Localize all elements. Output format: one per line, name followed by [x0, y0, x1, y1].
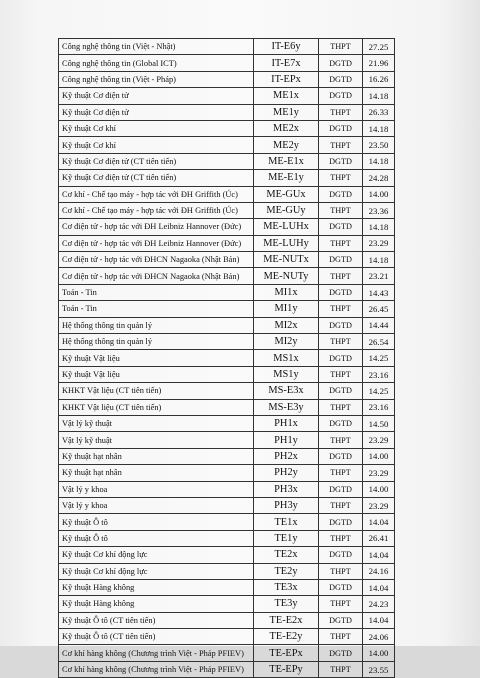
score-cell: 24.16 — [363, 564, 395, 579]
program-name-cell: Toán - Tin — [59, 285, 254, 300]
program-code-cell: MI1x — [254, 285, 319, 300]
program-code-cell: MI2x — [254, 318, 319, 333]
table-row — [59, 531, 395, 547]
program-name-cell: Kỹ thuật hạt nhân — [59, 449, 254, 464]
method-cell: DGTD — [319, 645, 363, 660]
table-row — [59, 252, 395, 268]
program-name-cell: Công nghệ thông tin (Global ICT) — [59, 55, 254, 70]
method-cell: THPT — [319, 465, 363, 480]
method-cell: DGTD — [319, 580, 363, 595]
table-row — [59, 72, 395, 88]
table-row — [59, 170, 395, 186]
table-row — [59, 350, 395, 366]
score-cell: 14.18 — [363, 88, 395, 103]
table-row — [59, 580, 395, 596]
table-row — [59, 629, 395, 645]
score-cell: 24.06 — [363, 629, 395, 644]
method-cell: DGTD — [319, 55, 363, 70]
method-cell: DGTD — [319, 318, 363, 333]
program-name-cell: Vật lý y khoa — [59, 498, 254, 513]
method-cell: THPT — [319, 334, 363, 349]
program-name-cell: Hệ thống thông tin quản lý — [59, 318, 254, 333]
table-row — [59, 334, 395, 350]
table-row — [59, 613, 395, 629]
table-row — [59, 285, 395, 301]
program-code-cell: ME-LUHy — [254, 236, 319, 251]
program-name-cell: Kỹ thuật Cơ khí — [59, 121, 254, 136]
program-code-cell: PH2x — [254, 449, 319, 464]
method-cell: DGTD — [319, 88, 363, 103]
method-cell: THPT — [319, 367, 363, 382]
program-code-cell: ME-NUTx — [254, 252, 319, 267]
table-row — [59, 432, 395, 448]
table-row — [59, 498, 395, 514]
program-code-cell: ME-GUx — [254, 187, 319, 202]
table-row — [59, 400, 395, 416]
method-cell: THPT — [319, 170, 363, 185]
score-cell: 26.33 — [363, 105, 395, 120]
method-cell: DGTD — [319, 383, 363, 398]
score-cell: 27.25 — [363, 39, 395, 54]
method-cell: THPT — [319, 564, 363, 579]
score-cell: 14.44 — [363, 318, 395, 333]
table-row — [59, 547, 395, 563]
table-row — [59, 383, 395, 399]
table-row — [59, 236, 395, 252]
program-code-cell: ME1y — [254, 105, 319, 120]
program-code-cell: IT-E7x — [254, 55, 319, 70]
method-cell: DGTD — [319, 613, 363, 628]
program-code-cell: TE-E2y — [254, 629, 319, 644]
program-name-cell: Cơ điện tử - hợp tác với ĐH Leibniz Hannover (Đức) — [59, 219, 254, 234]
method-cell: THPT — [319, 39, 363, 54]
score-cell: 14.04 — [363, 613, 395, 628]
score-cell: 14.00 — [363, 482, 395, 497]
score-cell: 23.29 — [363, 432, 395, 447]
program-name-cell: Kỹ thuật Cơ điện tử (CT tiên tiến) — [59, 154, 254, 169]
score-cell: 14.00 — [363, 449, 395, 464]
method-cell: THPT — [319, 432, 363, 447]
method-cell: DGTD — [319, 285, 363, 300]
program-name-cell: Cơ điện tử - hợp tác với ĐHCN Nagaoka (Nhật Bản) — [59, 252, 254, 267]
program-code-cell: IT-E6y — [254, 39, 319, 54]
program-name-cell: Cơ khí hàng không (Chương trình Việt - Pháp PFIEV) — [59, 662, 254, 677]
table-row — [59, 187, 395, 203]
program-code-cell: TE1y — [254, 531, 319, 546]
score-cell: 26.45 — [363, 301, 395, 316]
program-code-cell: MI2y — [254, 334, 319, 349]
score-cell: 14.04 — [363, 580, 395, 595]
score-cell: 14.25 — [363, 350, 395, 365]
score-cell: 23.29 — [363, 465, 395, 480]
method-cell: THPT — [319, 596, 363, 611]
table-row — [59, 88, 395, 104]
program-name-cell: Vật lý kỹ thuật — [59, 416, 254, 431]
score-cell: 14.25 — [363, 383, 395, 398]
method-cell: THPT — [319, 531, 363, 546]
score-cell: 23.55 — [363, 662, 395, 677]
score-cell: 23.29 — [363, 236, 395, 251]
score-cell: 14.00 — [363, 645, 395, 660]
table-row — [59, 318, 395, 334]
program-code-cell: ME-GUy — [254, 203, 319, 218]
program-name-cell: Vật lý kỹ thuật — [59, 432, 254, 447]
program-name-cell: Kỹ thuật Cơ điện tử — [59, 88, 254, 103]
table-row — [59, 203, 395, 219]
program-name-cell: Kỹ thuật Ô tô — [59, 514, 254, 529]
method-cell: THPT — [319, 137, 363, 152]
program-code-cell: ME2x — [254, 121, 319, 136]
table-row — [59, 564, 395, 580]
program-code-cell: ME1x — [254, 88, 319, 103]
table-row — [59, 514, 395, 530]
table-row — [59, 416, 395, 432]
method-cell: DGTD — [319, 547, 363, 562]
score-cell: 21.96 — [363, 55, 395, 70]
score-cell: 23.16 — [363, 367, 395, 382]
method-cell: THPT — [319, 301, 363, 316]
program-code-cell: ME-E1y — [254, 170, 319, 185]
program-code-cell: TE3y — [254, 596, 319, 611]
program-code-cell: TE2y — [254, 564, 319, 579]
program-code-cell: ME-LUHx — [254, 219, 319, 234]
method-cell: DGTD — [319, 449, 363, 464]
score-cell: 14.50 — [363, 416, 395, 431]
program-code-cell: PH3y — [254, 498, 319, 513]
program-name-cell: Hệ thống thông tin quản lý — [59, 334, 254, 349]
program-name-cell: Kỹ thuật Cơ khí — [59, 137, 254, 152]
method-cell: DGTD — [319, 252, 363, 267]
program-name-cell: Cơ khí hàng không (Chương trình Việt - Pháp PFIEV) — [59, 645, 254, 660]
program-name-cell: Công nghệ thông tin (Việt - Pháp) — [59, 72, 254, 87]
program-code-cell: TE1x — [254, 514, 319, 529]
method-cell: THPT — [319, 203, 363, 218]
table-row — [59, 219, 395, 235]
program-name-cell: Kỹ thuật Ô tô (CT tiên tiến) — [59, 613, 254, 628]
program-name-cell: Toán - Tin — [59, 301, 254, 316]
method-cell: DGTD — [319, 416, 363, 431]
program-name-cell: Kỹ thuật Cơ khí động lực — [59, 564, 254, 579]
method-cell: DGTD — [319, 154, 363, 169]
program-name-cell: Cơ điện tử - hợp tác với ĐH Leibniz Hannover (Đức) — [59, 236, 254, 251]
program-name-cell: Kỹ thuật Vật liệu — [59, 350, 254, 365]
program-name-cell: Công nghệ thông tin (Việt - Nhật) — [59, 39, 254, 54]
program-code-cell: ME2y — [254, 137, 319, 152]
program-name-cell: Kỹ thuật Cơ điện tử — [59, 105, 254, 120]
program-code-cell: PH2y — [254, 465, 319, 480]
table-row — [59, 154, 395, 170]
score-cell: 23.36 — [363, 203, 395, 218]
program-code-cell: ME-E1x — [254, 154, 319, 169]
program-name-cell: Kỹ thuật Ô tô (CT tiên tiến) — [59, 629, 254, 644]
program-name-cell: KHKT Vật liệu (CT tiên tiến) — [59, 400, 254, 415]
program-name-cell: Kỹ thuật Hàng không — [59, 596, 254, 611]
method-cell: THPT — [319, 236, 363, 251]
program-name-cell: Kỹ thuật Hàng không — [59, 580, 254, 595]
table-row — [59, 662, 395, 678]
method-cell: THPT — [319, 629, 363, 644]
table-row — [59, 465, 395, 481]
program-code-cell: MS-E3x — [254, 383, 319, 398]
program-name-cell: Kỹ thuật Vật liệu — [59, 367, 254, 382]
program-code-cell: IT-EPx — [254, 72, 319, 87]
program-name-cell: Cơ điện tử - hợp tác với ĐHCN Nagaoka (Nhật Bản) — [59, 268, 254, 283]
method-cell: DGTD — [319, 72, 363, 87]
method-cell: DGTD — [319, 187, 363, 202]
score-cell: 14.18 — [363, 154, 395, 169]
score-cell: 14.04 — [363, 547, 395, 562]
score-cell: 14.04 — [363, 514, 395, 529]
method-cell: DGTD — [319, 219, 363, 234]
program-name-cell: KHKT Vật liệu (CT tiên tiến) — [59, 383, 254, 398]
score-cell: 14.18 — [363, 121, 395, 136]
score-cell: 23.50 — [363, 137, 395, 152]
table-row — [59, 55, 395, 71]
table-row — [59, 482, 395, 498]
score-cell: 16.26 — [363, 72, 395, 87]
table-row — [59, 137, 395, 153]
program-code-cell: TE-E2x — [254, 613, 319, 628]
program-code-cell: TE3x — [254, 580, 319, 595]
table-row — [59, 367, 395, 383]
program-name-cell: Kỹ thuật Cơ điện tử (CT tiên tiến) — [59, 170, 254, 185]
score-cell: 14.18 — [363, 252, 395, 267]
score-cell: 24.23 — [363, 596, 395, 611]
program-name-cell: Cơ khí - Chế tạo máy - hợp tác với ĐH Griffith (Úc) — [59, 203, 254, 218]
method-cell: DGTD — [319, 514, 363, 529]
table-row — [59, 449, 395, 465]
program-name-cell: Kỹ thuật hạt nhân — [59, 465, 254, 480]
method-cell: THPT — [319, 105, 363, 120]
program-name-cell: Kỹ thuật Cơ khí động lực — [59, 547, 254, 562]
score-cell: 14.18 — [363, 219, 395, 234]
table-row — [59, 39, 395, 55]
program-code-cell: PH1y — [254, 432, 319, 447]
table-row — [59, 268, 395, 284]
score-cell: 23.21 — [363, 268, 395, 283]
score-cell: 26.41 — [363, 531, 395, 546]
method-cell: DGTD — [319, 482, 363, 497]
program-code-cell: MS-E3y — [254, 400, 319, 415]
program-code-cell: TE2x — [254, 547, 319, 562]
program-name-cell: Vật lý y khoa — [59, 482, 254, 497]
method-cell: THPT — [319, 662, 363, 677]
score-cell: 14.43 — [363, 285, 395, 300]
score-cell: 23.16 — [363, 400, 395, 415]
program-code-cell: TE-EPy — [254, 662, 319, 677]
score-cell: 24.28 — [363, 170, 395, 185]
method-cell: DGTD — [319, 121, 363, 136]
program-code-cell: MS1y — [254, 367, 319, 382]
method-cell: THPT — [319, 268, 363, 283]
method-cell: THPT — [319, 498, 363, 513]
program-code-cell: MS1x — [254, 350, 319, 365]
method-cell: THPT — [319, 400, 363, 415]
table-row — [59, 645, 395, 661]
table-row — [59, 121, 395, 137]
method-cell: DGTD — [319, 350, 363, 365]
score-cell: 26.54 — [363, 334, 395, 349]
program-code-cell: PH3x — [254, 482, 319, 497]
score-cell: 14.00 — [363, 187, 395, 202]
table-row — [59, 105, 395, 121]
program-name-cell: Cơ khí - Chế tạo máy - hợp tác với ĐH Griffith (Úc) — [59, 187, 254, 202]
program-code-cell: TE-EPx — [254, 645, 319, 660]
program-code-cell: PH1x — [254, 416, 319, 431]
score-cell: 23.29 — [363, 498, 395, 513]
admission-scores-table — [58, 38, 395, 678]
program-code-cell: ME-NUTy — [254, 268, 319, 283]
program-code-cell: MI1y — [254, 301, 319, 316]
table-row — [59, 596, 395, 612]
table-row — [59, 301, 395, 317]
program-name-cell: Kỹ thuật Ô tô — [59, 531, 254, 546]
